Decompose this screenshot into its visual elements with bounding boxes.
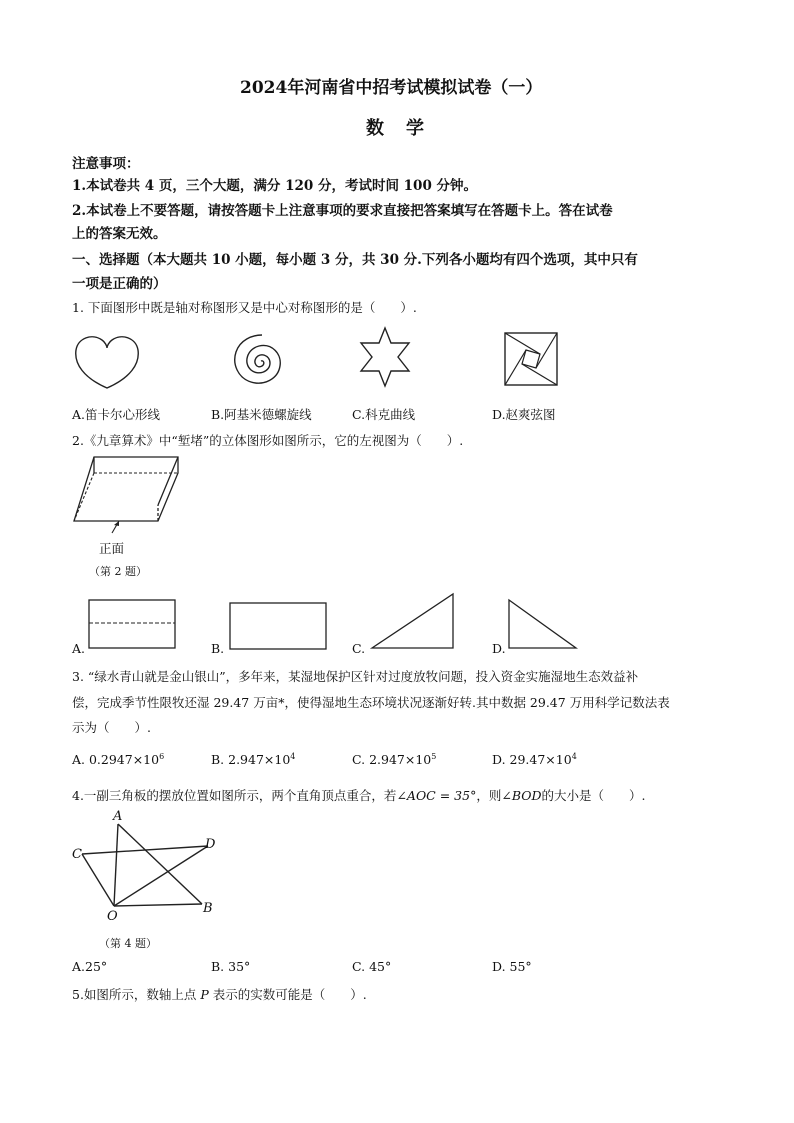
qiandu-prism-figure (72, 455, 184, 535)
heart-curve-icon (74, 334, 140, 390)
q1-option-d: D.赵爽弦图 (492, 407, 556, 422)
q4-option-a: A.25° (72, 959, 108, 974)
q4-option-b: B. 35° (211, 959, 251, 974)
zhao-shuang-square-icon (504, 332, 558, 386)
section-1-heading-line-1: 一、选择题（本大题共 10 小题，每小题 3 分，共 30 分.下列各小题均有四个选项，其中只有 (72, 252, 638, 268)
q3-option-b: B. $2.947\times 10^4$ (211, 752, 296, 768)
question-3-line-3: 示为（ ）. (72, 720, 151, 735)
q4-option-d: D. 55° (492, 959, 532, 974)
q3-option-c: C. $2.947\times 10^5$ (352, 752, 437, 768)
q2-option-b-figure (229, 602, 327, 650)
spiral-icon (228, 330, 294, 392)
question-3-line-1: 3. “绿水青山就是金山银山”，多年来，某湿地保护区针对过度放牧问题，投入资金实施湿地生态效益补 (72, 669, 639, 684)
question-4-stem: 4.一副三角板的摆放位置如图所示，两个直角顶点重合，若∠AOC = 35°，则∠BOD的大小是（ ）. (72, 788, 646, 803)
q1-option-c: C.科克曲线 (352, 407, 416, 422)
star-of-david-icon (357, 326, 413, 388)
notes-item-2-line-2: 上的答案无效。 (72, 226, 167, 242)
q2-figure-caption: （第 2 题） (89, 565, 147, 578)
section-1-heading-line-2: 一项是正确的） (72, 276, 167, 292)
exam-title: 2024年河南省中招考试模拟试卷（一） (240, 78, 543, 98)
q2-option-b: B. (211, 641, 225, 656)
q2-option-d: D. (492, 641, 506, 656)
question-1-stem: 1. 下面图形中既是轴对称图形又是中心对称图形的是（ ）. (72, 300, 417, 315)
question-2-stem: 2.《九章算术》中“堑堵”的立体图形如图所示，它的左视图为（ ）. (72, 433, 464, 448)
notes-item-2-line-1: 2.本试卷上不要答题，请按答题卡上注意事项的要求直接把答案填写在答题卡上。答在试卷 (72, 203, 613, 219)
q4-option-c: C. 45° (352, 959, 392, 974)
q1-option-a: A.笛卡尔心形线 (72, 407, 161, 422)
q2-option-d-figure (508, 599, 578, 649)
point-d-label: D (205, 837, 216, 852)
subject-title: 数 学 (366, 118, 426, 139)
notes-heading: 注意事项： (72, 156, 140, 172)
q3-option-d: D. $29.47\times 10^4$ (492, 752, 577, 768)
point-o-label: O (107, 909, 118, 924)
q2-option-c: C. (352, 641, 366, 656)
q3-option-a: A. $0.2947\times 10^6$ (72, 752, 165, 768)
q2-option-c-figure (371, 593, 455, 649)
set-square-figure (70, 806, 230, 926)
question-5-stem: 5.如图所示，数轴上点 P 表示的实数可能是（ ）. (72, 987, 367, 1002)
q4-figure-caption: （第 4 题） (99, 937, 157, 950)
point-c-label: C (72, 847, 82, 862)
front-label: 正面 (99, 541, 125, 556)
q2-option-a: A. (72, 641, 86, 656)
q2-option-a-figure (88, 599, 176, 649)
q1-option-b: B.阿基米德螺旋线 (211, 407, 312, 422)
point-a-label: A (113, 809, 123, 824)
question-3-line-2: 偿，完成季节性限牧还湿 29.47 万亩*，使得湿地生态环境状况逐渐好转.其中数据 29.47 万用科学记数法表 (72, 695, 670, 710)
point-b-label: B (203, 901, 213, 916)
notes-item-1: 1.本试卷共 4 页，三个大题，满分 120 分，考试时间 100 分钟。 (72, 178, 478, 194)
